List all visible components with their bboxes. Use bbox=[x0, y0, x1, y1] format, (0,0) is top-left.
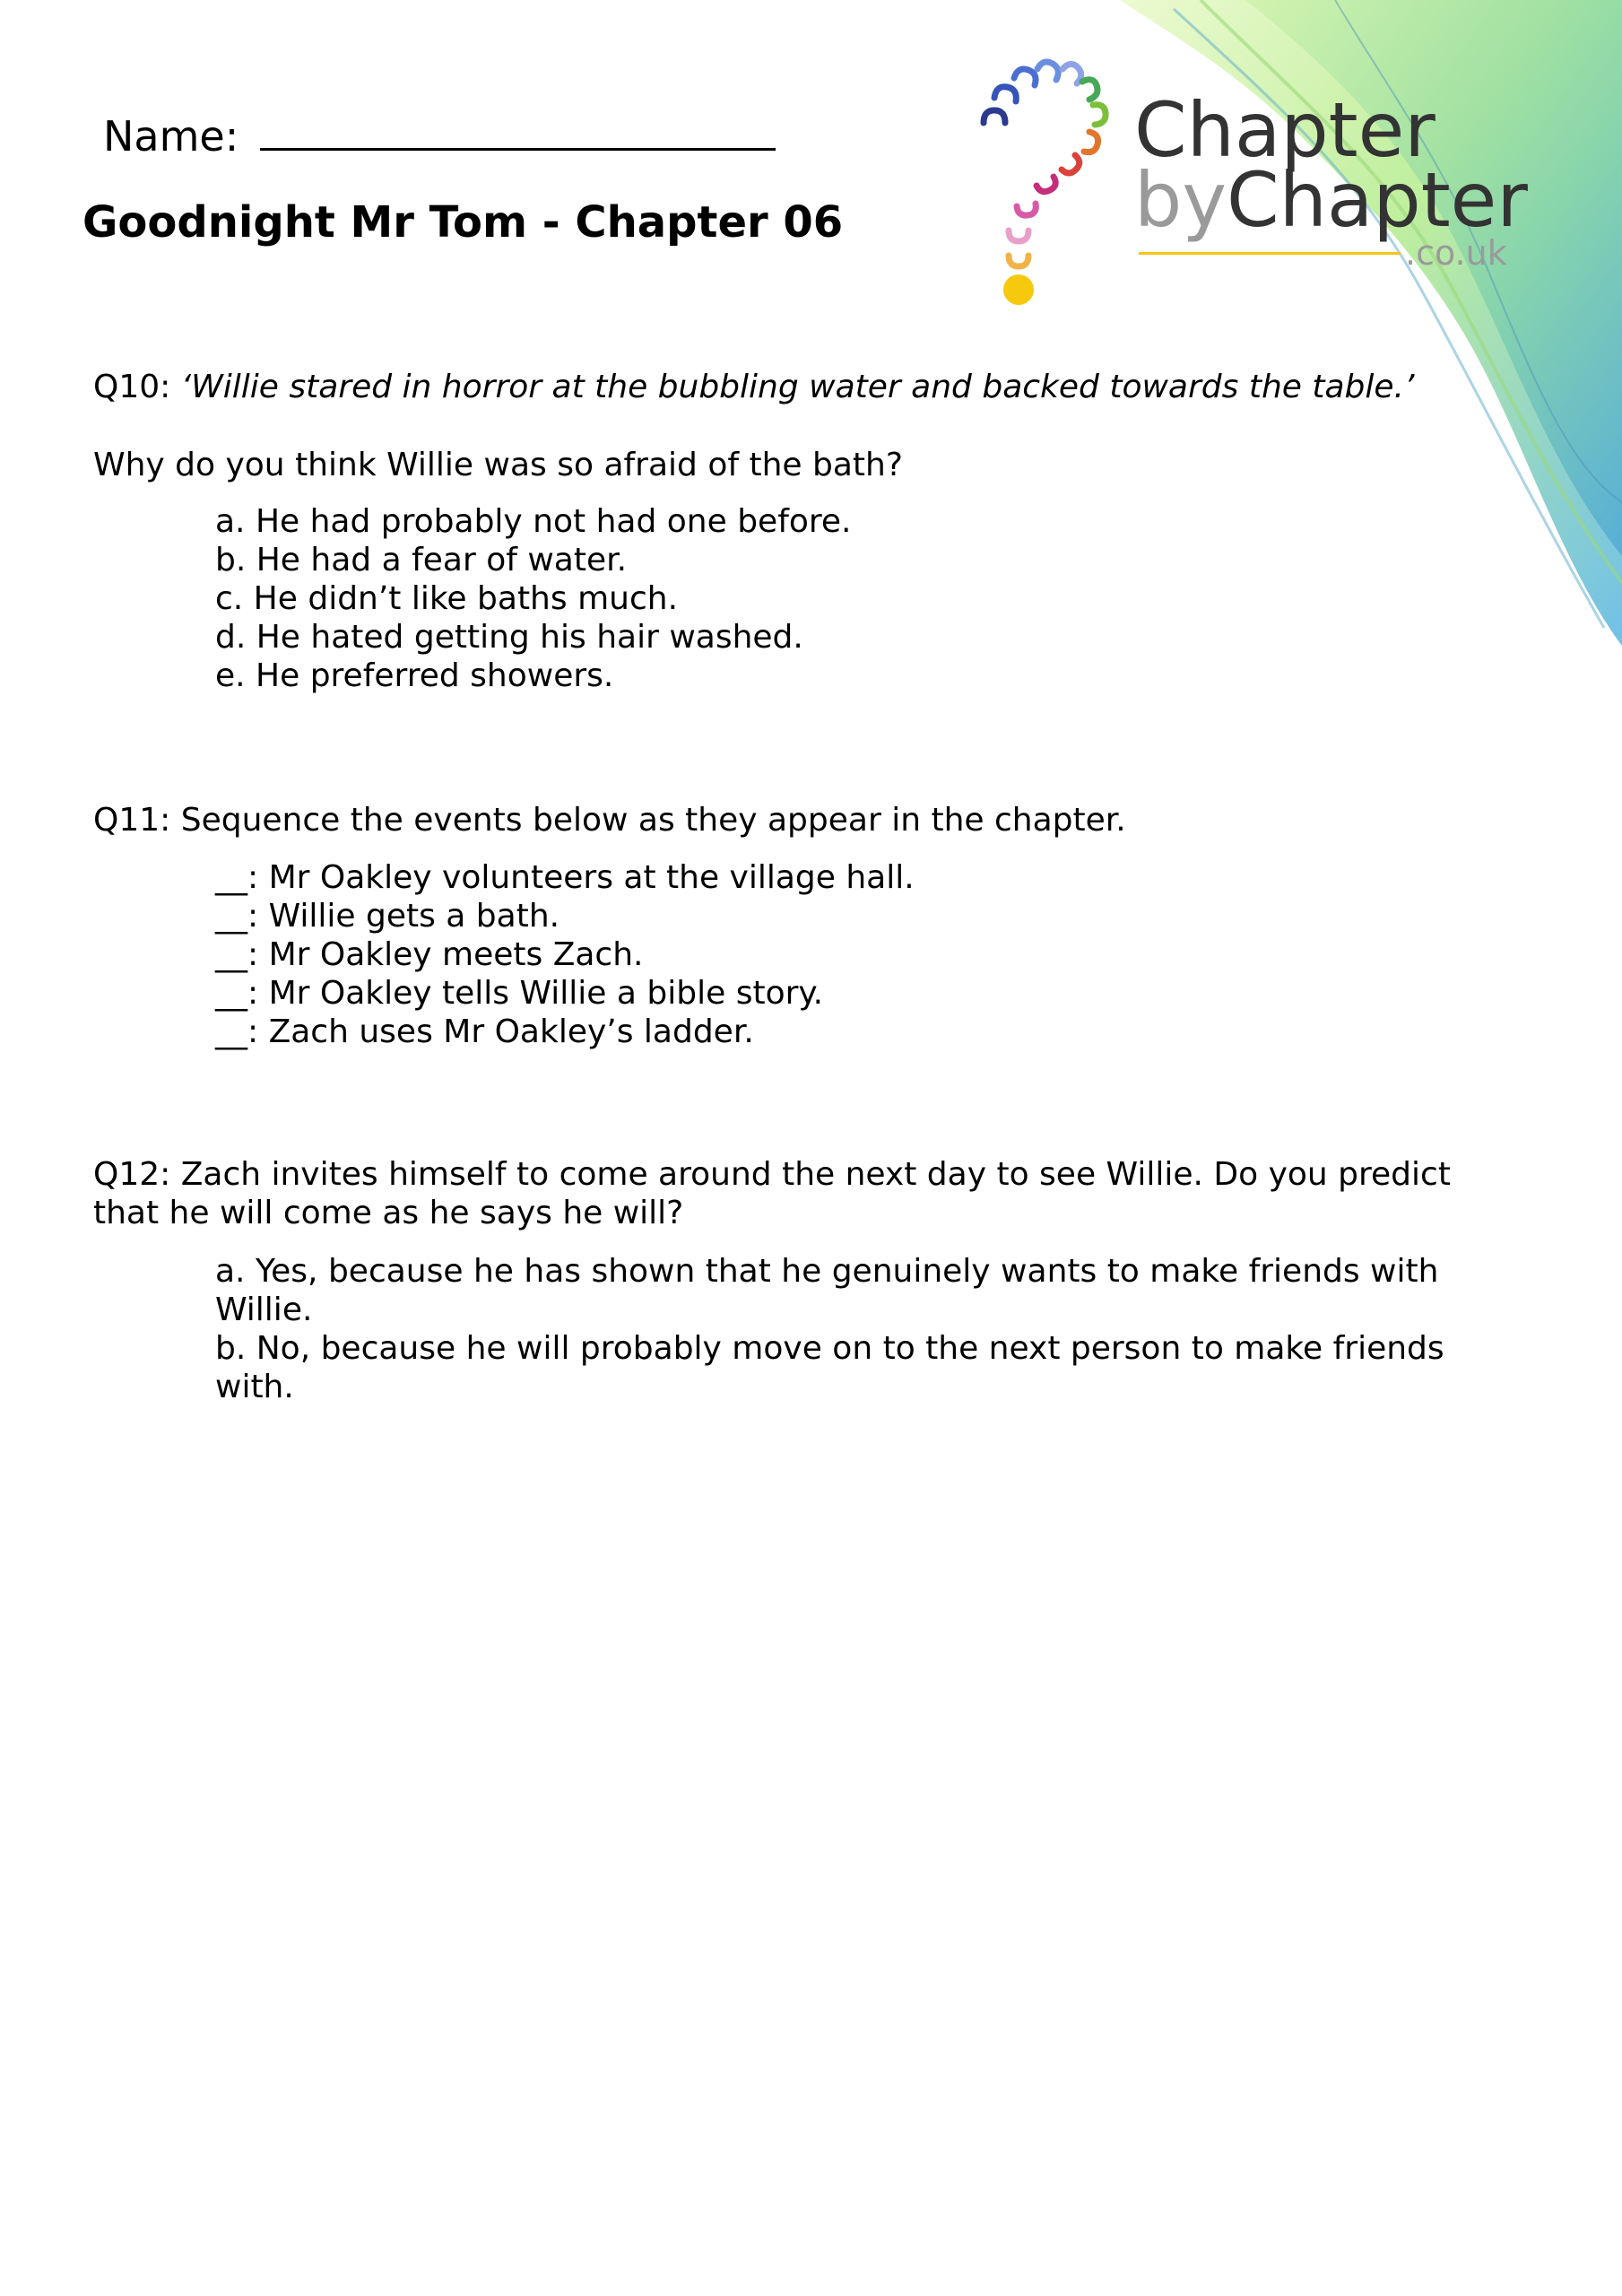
q10-question: Why do you think Willie was so afraid of the bath? bbox=[93, 447, 903, 483]
q10-option-a[interactable]: a. He had probably not had one before. bbox=[215, 503, 852, 540]
logo-domain-text: .co.uk bbox=[1405, 233, 1507, 273]
q10-option-e[interactable]: e. He preferred showers. bbox=[215, 657, 614, 694]
name-field[interactable] bbox=[103, 112, 776, 161]
q10-label: Q10: bbox=[93, 369, 171, 405]
q10-option-b[interactable]: b. He had a fear of water. bbox=[215, 542, 628, 578]
logo-chapter2-text: Chapter bbox=[1227, 156, 1528, 244]
q12-option-a[interactable]: a. Yes, because he has shown that he genuinely wants to make friends with Willie. bbox=[215, 1253, 1439, 1328]
logo-underline bbox=[1139, 252, 1401, 255]
q12-question: Q12: Zach invites himself to come around the next day to see Willie. Do you predict that he will come as he says he will? bbox=[93, 1156, 1451, 1231]
name-blank-line[interactable] bbox=[260, 112, 776, 151]
chapter-by-chapter-logo bbox=[964, 49, 1538, 318]
logo-chapter-text: Chapter bbox=[1134, 86, 1436, 174]
q10-option-d[interactable]: d. He hated getting his hair washed. bbox=[215, 619, 803, 656]
q10-option-c[interactable]: c. He didn’t like baths much. bbox=[215, 580, 679, 617]
q10-prompt bbox=[93, 368, 1414, 406]
book-arc-icon bbox=[964, 49, 1134, 318]
name-label: Name: bbox=[103, 112, 239, 161]
q11-events bbox=[215, 858, 915, 1051]
q12-option-b[interactable]: b. No, because he will probably move on to the next person to make friends with. bbox=[215, 1330, 1444, 1405]
logo-bychapter-text bbox=[1134, 156, 1528, 244]
q11-event[interactable]: __: Mr Oakley meets Zach. bbox=[215, 936, 644, 973]
q11-event[interactable]: __: Mr Oakley tells Willie a bible story. bbox=[215, 975, 824, 1012]
q10-quote: ‘Willie stared in horror at the bubbling water and backed towards the table.’ bbox=[180, 369, 1415, 405]
q11-event[interactable]: __: Mr Oakley volunteers at the village hall. bbox=[215, 859, 915, 896]
q11-question: Q11: Sequence the events below as they appear in the chapter. bbox=[93, 802, 1126, 839]
q11-event[interactable]: __: Willie gets a bath. bbox=[215, 898, 560, 935]
q11-event[interactable]: __: Zach uses Mr Oakley’s ladder. bbox=[215, 1013, 754, 1050]
page-title: Goodnight Mr Tom - Chapter 06 bbox=[82, 197, 844, 248]
logo-by-text: by bbox=[1134, 156, 1227, 244]
q10-options bbox=[215, 502, 852, 695]
q12-options bbox=[215, 1252, 1479, 1406]
